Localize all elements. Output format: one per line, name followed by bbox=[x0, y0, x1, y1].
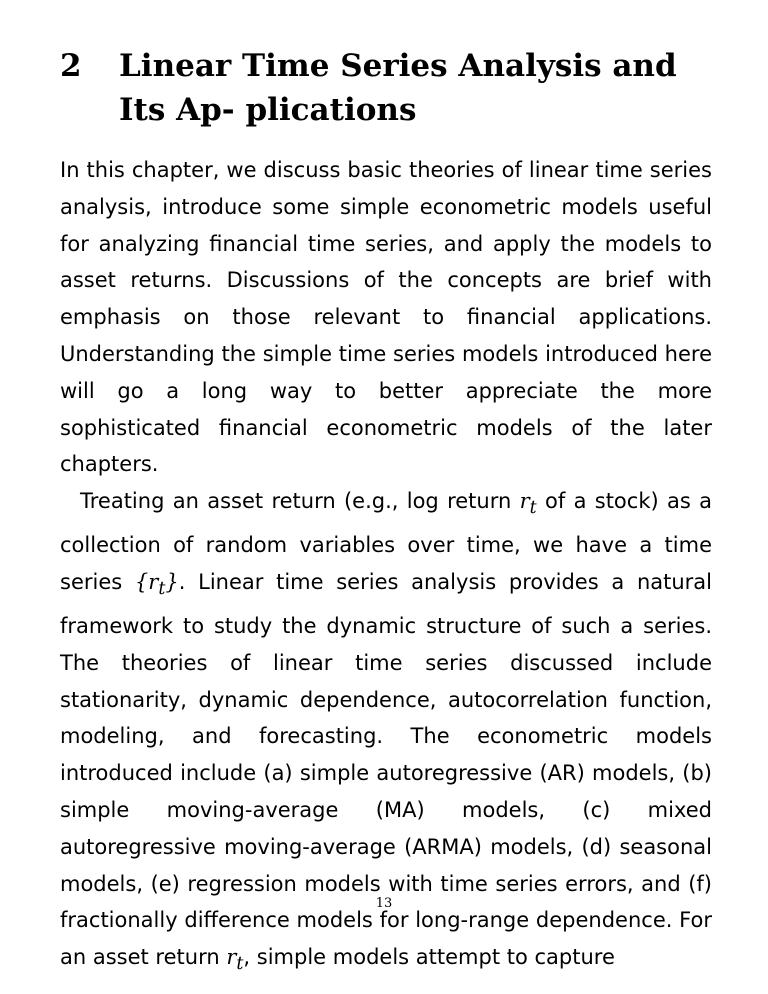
text-segment: , simple models attempt to capture bbox=[243, 945, 615, 970]
math-subscript: t bbox=[236, 954, 244, 975]
text-segment: . Linear time series analysis provides a natural framework to study the dynamic structure of such a series. The theories of linear time series discussed include stationarity, dynamic dependence, autocorrelation function, modeling, and forecasting. The econometric models introduced include (a) simple autoregressive (AR) models, (b) simple moving-average (MA) models, (c) mixed autoregressive moving-average (ARMA) models, (d) seasonal models, (e) regression models with time series errors, and (f) fractionally difference models for long-range dependence. For an asset return bbox=[60, 569, 712, 970]
paragraph-intro: In this chapter, we discuss basic theories of linear time series analysis, introduce some simple econometric models useful for analyzing financial time series, and apply the models to asset returns. Discussions of the concepts are brief with emphasis on those relevant to financial applications. Understanding the simple time series models introduced here will go a long way to better appreciate the more sophisticated financial econometric models of the later chapters. bbox=[60, 158, 712, 477]
page-number: 13 bbox=[375, 896, 393, 911]
math-symbol: } bbox=[165, 569, 179, 594]
math-subscript: t bbox=[158, 579, 166, 600]
body-text bbox=[60, 152, 712, 983]
math-symbol: r bbox=[519, 489, 530, 514]
section-title: Linear Time Series Analysis and Its Ap- plications bbox=[119, 48, 677, 128]
text-segment: Treating an asset return (e.g., log return bbox=[80, 489, 520, 514]
section-number: 2 bbox=[60, 48, 82, 84]
math-rt bbox=[226, 945, 244, 975]
math-rt-set bbox=[134, 569, 179, 600]
math-symbol: r bbox=[226, 945, 237, 970]
math-rt bbox=[519, 489, 537, 519]
text-segment: of a stock) as a collection of random variables over time, we have a time series bbox=[60, 489, 712, 594]
math-symbol: {r bbox=[134, 569, 159, 594]
math-subscript: t bbox=[529, 498, 537, 519]
section-heading bbox=[60, 44, 720, 132]
